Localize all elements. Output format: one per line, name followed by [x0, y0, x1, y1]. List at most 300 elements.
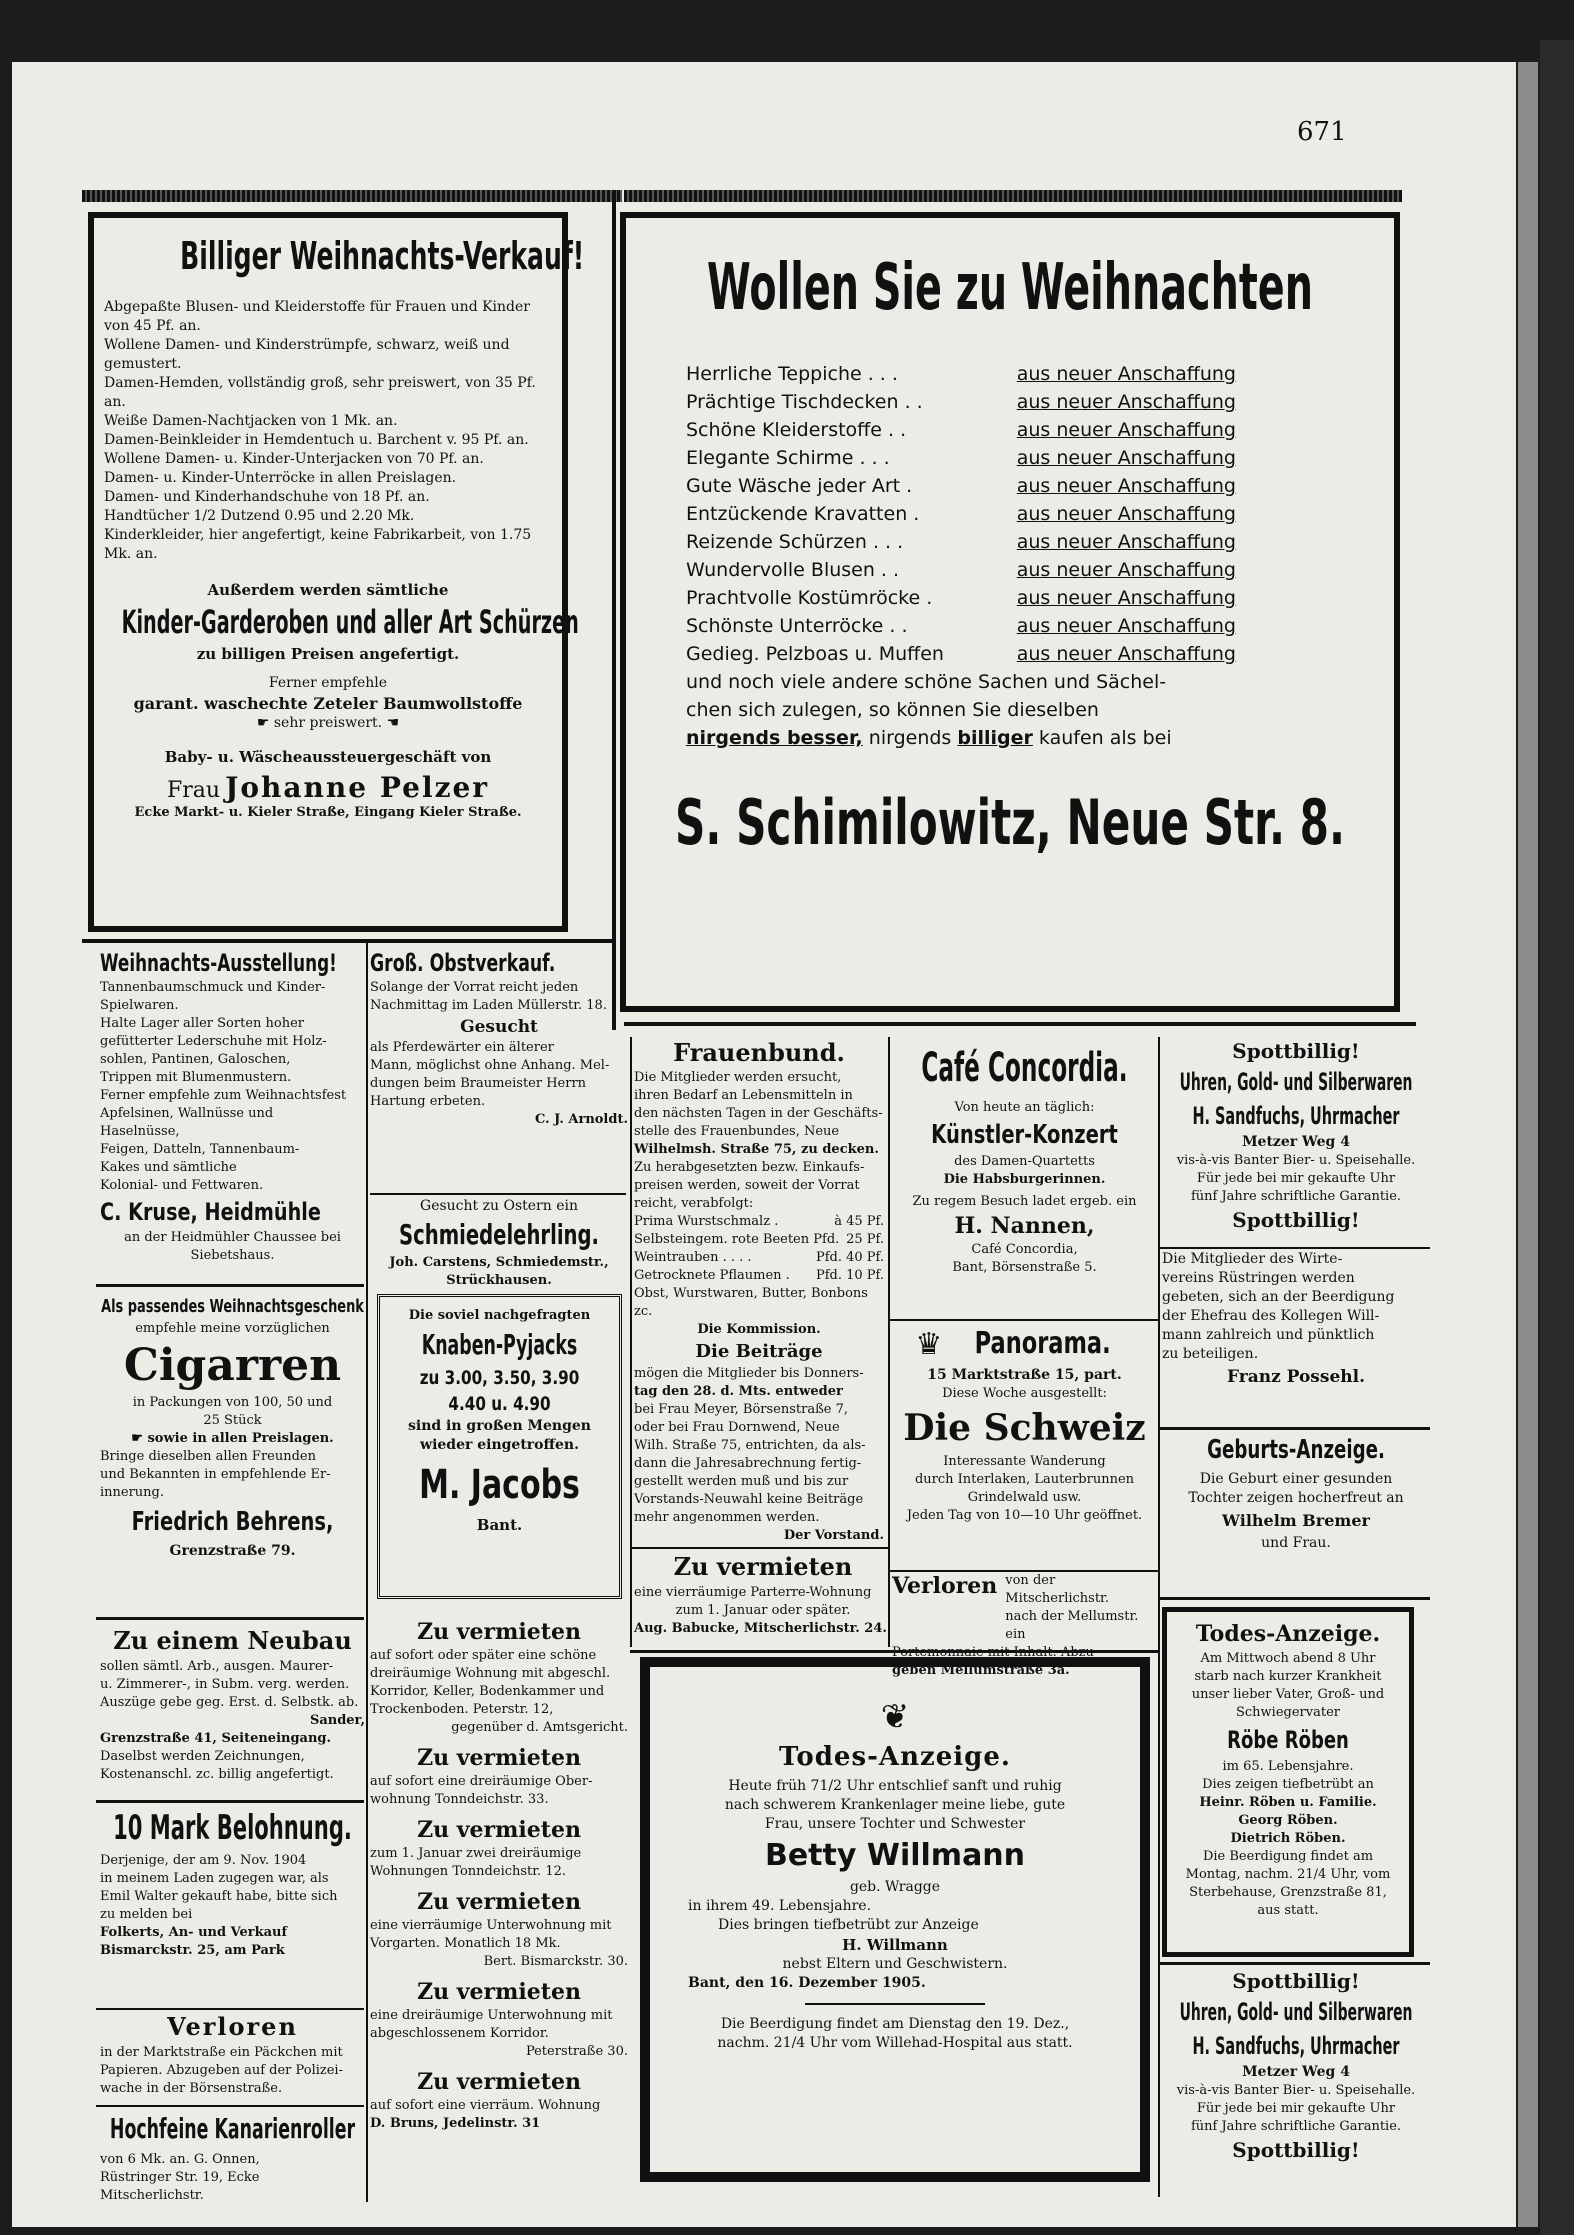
- ad-kanarienroller: [100, 2107, 365, 2202]
- list-item: gefütterter Lederschuhe mit Holz-: [100, 1034, 327, 1049]
- ad-text: aus statt.: [1257, 1903, 1319, 1918]
- ad-text: mann zahlreich und pünktlich: [1162, 1327, 1375, 1343]
- ad-headline: Künstler-Konzert: [931, 1120, 1118, 1150]
- ad-headline: Die Schweiz: [903, 1407, 1146, 1449]
- ad-text: D. Bruns, Jedelinstr. 31: [370, 2116, 541, 2131]
- ad-text: vereins Rüstringen werden: [1162, 1270, 1355, 1286]
- ad-text: in Packungen von 100, 50 und: [132, 1395, 333, 1410]
- ad-billiger-weihnachts-verkauf: [88, 212, 585, 932]
- ad-text: Zu regem Besuch ladet ergeb. ein: [912, 1194, 1137, 1209]
- ad-sandfuchs-top: [1162, 1037, 1430, 1247]
- ad-headline: Cigarren: [123, 1340, 342, 1391]
- ad-todes-anzeige-roeben: [1162, 1607, 1414, 1957]
- list-item: Damen- u. Kinder-Unterröcke in allen Preislagen.: [104, 470, 457, 486]
- ad-text: zu billigen Preisen angefertigt.: [196, 645, 460, 663]
- ad-signature: und Frau.: [1261, 1535, 1331, 1551]
- section-rule: [96, 1284, 364, 1287]
- ad-text: Die Beerdigung findet am Dienstag den 19. Dez.,: [720, 2016, 1070, 2032]
- ad-name: Betty Willmann: [764, 1838, 1026, 1873]
- ad-title: Panorama.: [974, 1326, 1111, 1361]
- ad-signature: Sander,: [309, 1713, 365, 1728]
- list-item: Weintrauben . . . . Pfd. 40 Pf.: [634, 1250, 884, 1265]
- ad-text: Dies zeigen tiefbetrübt an: [1202, 1777, 1374, 1792]
- ad-text: Die soviel nachgefragten: [408, 1308, 591, 1323]
- ad-signature: Franz Possehl.: [1226, 1367, 1366, 1387]
- column-rule: [630, 1037, 632, 1647]
- ad-signature: Georg Röben.: [1238, 1813, 1338, 1828]
- ad-headline: Uhren, Gold- und Silberwaren: [1179, 1068, 1413, 1096]
- ad-text: bei Frau Meyer, Börsenstraße 7,: [634, 1402, 848, 1417]
- ad-text: wohnung Tonndeichstr. 33.: [370, 1792, 549, 1807]
- ad-name: H. Nannen,: [954, 1213, 1095, 1239]
- ad-name: Röbe Röben: [1227, 1726, 1349, 1754]
- ad-text: Interessante Wanderung: [943, 1454, 1106, 1469]
- ad-text: mögen die Mitglieder bis Donners-: [634, 1366, 864, 1381]
- ad-text: Rüstringer Str. 19, Ecke Mitscherlichstr.: [100, 2170, 260, 2203]
- list-item: Reizende Schürzen . . . aus neuer Anschaffung: [686, 531, 1236, 553]
- ad-text: eine vierräumige Unterwohnung mit: [370, 1918, 612, 1933]
- ad-text: 25 Stück: [203, 1413, 262, 1428]
- ad-text: fünf Jahre schriftliche Garantie.: [1190, 2119, 1402, 2134]
- ad-title: Groß. Obstverkauf.: [370, 949, 556, 977]
- ad-headline: Kinder-Garderoben und aller Art Schürzen: [121, 603, 579, 641]
- list-item: Tannenbaumschmuck und Kinder-: [100, 980, 326, 995]
- list-item: Trippen mit Blumenmustern.: [100, 1070, 292, 1085]
- ad-obstverkauf: [370, 947, 628, 1192]
- section-rule: [96, 1800, 364, 1803]
- ad-text: u. Zimmerer-, in Subm. verg. werden.: [100, 1677, 350, 1692]
- ad-text: Zu herabgesetzten bezw. Einkaufs-: [634, 1160, 865, 1175]
- section-rule: [1160, 1597, 1430, 1600]
- crown-icon: ♛: [915, 1326, 943, 1362]
- ad-address: 15 Marktstraße 15, part.: [927, 1367, 1122, 1383]
- ad-text: Grindelwald usw.: [967, 1490, 1082, 1505]
- ad-vermieten: [370, 1815, 628, 1881]
- ad-text: in der Marktstraße ein Päckchen mit: [100, 2045, 343, 2060]
- ad-text: geben Mellumstraße 3a.: [892, 1663, 1070, 1678]
- ad-text: unser lieber Vater, Groß- und: [1191, 1687, 1385, 1702]
- ad-text: in meinem Laden zugegen war, als: [100, 1871, 329, 1886]
- ad-jacobs-knaben-pyjacks: [377, 1294, 622, 1599]
- ad-text: innerung.: [100, 1485, 165, 1500]
- section-rule: [624, 1022, 1416, 1026]
- ad-text: Schwiegervater: [1236, 1705, 1340, 1720]
- ad-headline: Schmiedelehrling.: [399, 1218, 599, 1251]
- ad-name: M. Jacobs: [419, 1462, 580, 1508]
- ad-address: Bant.: [476, 1516, 523, 1534]
- ad-schmiedelehrling: [370, 1197, 628, 1292]
- ad-address: Grenzstraße 79.: [169, 1543, 296, 1559]
- ad-text: Vorgarten. Monatlich 18 Mk.: [370, 1936, 561, 1951]
- ad-text: Die Habsburgerinnen.: [943, 1172, 1106, 1187]
- ad-text: durch Interlaken, Lauterbrunnen: [914, 1472, 1135, 1487]
- ad-text: Derjenige, der am 9. Nov. 1904: [100, 1853, 307, 1868]
- ad-title: Geburts-Anzeige.: [1207, 1435, 1385, 1465]
- ad-vermieten: [370, 1743, 628, 1809]
- ad-text: vis-à-vis Banter Bier- u. Speisehalle.: [1176, 2083, 1416, 2098]
- ad-text: in ihrem 49. Lebensjahre.: [688, 1898, 872, 1914]
- list-item: sohlen, Pantinen, Galoschen,: [100, 1052, 291, 1067]
- ad-text: als Pferdewärter ein älterer: [370, 1040, 554, 1055]
- list-item: Schöne Kleiderstoffe . . aus neuer Anschaffung: [686, 419, 1236, 441]
- ad-verloren-portemonnaie: [892, 1572, 1157, 1678]
- ad-address: Metzer Weg 4: [1242, 1134, 1350, 1150]
- ad-headline: Gesucht: [460, 1017, 538, 1037]
- ad-name: C. Kruse, Heidmühle: [100, 1198, 321, 1226]
- ad-cigarren: [100, 1294, 365, 1614]
- list-item: Elegante Schirme . . . aus neuer Anschaffung: [686, 447, 1236, 469]
- ad-text: Frau, unsere Tochter und Schwester: [764, 1816, 1026, 1832]
- ad-address: Bant, Börsenstraße 5.: [952, 1260, 1097, 1275]
- ad-text: Außerdem werden sämtliche: [207, 581, 449, 599]
- ad-cafe-concordia: [892, 1037, 1157, 1317]
- list-item: Wundervolle Blusen . . aus neuer Anschaffung: [686, 559, 1236, 581]
- list-item: Handtücher 1/2 Dutzend 0.95 und 2.20 Mk.: [104, 508, 415, 524]
- ad-prices: 4.40 u. 4.90: [448, 1393, 551, 1415]
- ad-text: Papieren. Abzugeben auf der Polizei-: [100, 2063, 343, 2078]
- ad-weihnachts-ausstellung: [100, 947, 365, 1277]
- ad-name: Johanne Pelzer: [225, 771, 490, 804]
- ad-text: Wilh. Straße 75, entrichten, da als-: [634, 1438, 866, 1453]
- ad-text: sind in großen Mengen: [408, 1418, 591, 1434]
- list-item: Herrliche Teppiche . . . aus neuer Anschaffung: [686, 363, 1236, 385]
- ad-text: preisen werden, soweit der Vorrat: [634, 1178, 860, 1193]
- ad-vermieten: [370, 1887, 628, 1971]
- section-rule: [630, 1547, 890, 1549]
- ad-signature: [104, 771, 552, 804]
- ad-text: nebst Eltern und Geschwistern.: [782, 1956, 1008, 1972]
- section-rule: [1160, 1247, 1430, 1249]
- ad-text: Von heute an täglich:: [954, 1100, 1095, 1115]
- ad-text: tag den 28. d. Mts. entweder: [634, 1384, 843, 1399]
- ad-text: Die Mitglieder werden ersucht,: [634, 1070, 842, 1085]
- ad-name: Friedrich Behrens,: [131, 1507, 334, 1537]
- ad-title: Zu vermieten: [673, 1552, 853, 1581]
- ad-text: Dies bringen tiefbetrübt zur Anzeige: [718, 1917, 979, 1933]
- ad-address: Grenzstraße 41, Seiteneingang.: [100, 1731, 332, 1746]
- ad-headline: Die Beiträge: [695, 1341, 823, 1362]
- ad-title: Café Concordia.: [921, 1045, 1128, 1091]
- pointing-hand-left-icon: ☚: [386, 715, 400, 731]
- ad-text: Die Mitglieder des Wirte-: [1162, 1251, 1343, 1267]
- ad-text: zu beteiligen.: [1162, 1346, 1259, 1362]
- ad-text: des Damen-Quartetts: [954, 1154, 1095, 1169]
- ad-title: Spottbillig!: [1232, 1969, 1360, 1993]
- ad-headline: Uhren, Gold- und Silberwaren: [1179, 1998, 1413, 2026]
- list-item: Halte Lager aller Sorten hoher: [100, 1016, 304, 1031]
- ad-text: Sterbehause, Grenzstraße 81,: [1189, 1885, 1387, 1900]
- list-item: Kolonial- und Fettwaren.: [100, 1178, 264, 1193]
- ad-text: starb nach kurzer Krankheit: [1194, 1669, 1382, 1684]
- ad-text: auf sofort oder später eine schöne: [370, 1648, 597, 1663]
- ad-title: Weihnachts-Ausstellung!: [100, 949, 337, 977]
- ad-title: Spottbillig!: [1232, 1039, 1360, 1063]
- ad-title: 10 Mark Belohnung.: [113, 1808, 352, 1848]
- ad-wollen-sie-zu-weihnachten: [620, 212, 1400, 1012]
- ad-text: im 65. Lebensjahre.: [1222, 1759, 1354, 1774]
- ad-text: reicht, verabfolgt:: [634, 1196, 754, 1211]
- ad-title: Frauenbund.: [673, 1038, 845, 1067]
- item-list: [104, 298, 552, 564]
- ad-text: Montag, nachm. 21/4 Uhr, vom: [1185, 1867, 1391, 1882]
- ad-signature: Heinr. Röben u. Familie.: [1199, 1795, 1377, 1810]
- book-edge: [1540, 40, 1574, 2235]
- ad-footer: an der Heidmühler Chaussee bei Siebetshaus.: [124, 1230, 341, 1263]
- ad-geburts-anzeige: [1162, 1430, 1430, 1595]
- list-item: Selbsteingem. rote Beeten Pfd. 25 Pf.: [634, 1232, 884, 1247]
- page-gutter: [1518, 62, 1538, 2227]
- ad-text: dreiräumige Wohnung mit abgeschl.: [370, 1666, 611, 1681]
- ad-todes-anzeige-willmann: [640, 1657, 1150, 2182]
- ad-signature: Joh. Carstens, Schmiedemstr., Strückhausen.: [389, 1255, 609, 1288]
- ad-text: und noch viele andere schöne Sachen und Sächel-: [686, 671, 1167, 693]
- list-item: Abgepaßte Blusen- und Kleiderstoffe für Frauen und Kinder von 45 Pf. an.: [104, 299, 530, 334]
- ad-text: vis-à-vis Banter Bier- u. Speisehalle.: [1176, 1153, 1416, 1168]
- ad-text: Heute früh 71/2 Uhr entschlief sanft und ruhig: [728, 1778, 1062, 1794]
- list-item: Gedieg. Pelzboas u. Muffen aus neuer Anschaffung: [686, 643, 1236, 665]
- ad-text: sollen sämtl. Arb., ausgen. Maurer-: [100, 1659, 334, 1674]
- list-item: Entzückende Kravatten . aus neuer Anschaffung: [686, 503, 1236, 525]
- section-rule: [1160, 1427, 1430, 1430]
- ad-title: Todes-Anzeige.: [779, 1742, 1011, 1772]
- ad-text: ihren Bedarf an Lebensmitteln in: [634, 1088, 853, 1103]
- ad-signature: Die Kommission.: [697, 1322, 821, 1337]
- column-rule: [624, 190, 1402, 202]
- column-rule: [612, 190, 616, 1030]
- ad-text: auf sofort eine vierräum. Wohnung: [370, 2098, 601, 2113]
- pointing-hand-icon: ☛: [131, 1431, 148, 1446]
- ad-text: Bert. Bismarckstr. 30.: [483, 1954, 628, 1969]
- ad-text: auf sofort eine dreiräumige Ober-: [370, 1774, 593, 1789]
- ad-text: und Bekannten in empfehlende Er-: [100, 1467, 331, 1482]
- ad-wirteverein: [1162, 1250, 1430, 1425]
- ad-title: Zu vermieten: [417, 1979, 581, 2005]
- ad-text: Die Beerdigung findet am: [1202, 1849, 1374, 1864]
- section-rule: [370, 1193, 626, 1195]
- ad-header: [892, 1322, 1157, 1366]
- ad-vermieten-parterre: [634, 1550, 892, 1650]
- ad-text: eine vierräumige Parterre-Wohnung: [634, 1585, 872, 1600]
- ad-vermieten-list: [370, 1617, 628, 2202]
- column-rule: [1158, 1037, 1160, 2197]
- ad-text: von der Mitscherlichstr.: [1005, 1573, 1109, 1606]
- ad-address: Bismarckstr. 25, am Park: [100, 1943, 285, 1958]
- ad-signature: C. J. Arnoldt.: [535, 1112, 628, 1127]
- ad-verloren: [100, 2010, 365, 2105]
- ad-text: eine dreiräumige Unterwohnung mit: [370, 2008, 613, 2023]
- ad-text: Baby- u. Wäscheaussteuergeschäft von: [164, 748, 492, 766]
- ad-text: gebeten, sich an der Beerdigung: [1162, 1289, 1395, 1305]
- section-rule: [82, 939, 612, 943]
- ad-text: empfehle meine vorzüglichen: [135, 1321, 330, 1336]
- wreath-icon: ❦: [880, 1697, 910, 1737]
- ad-text: zum 1. Januar zwei dreiräumige: [370, 1846, 582, 1861]
- ad-neubau: [100, 1624, 365, 1799]
- ad-frauenbund: [634, 1037, 884, 1542]
- ad-text: Am Mittwoch abend 8 Uhr: [1200, 1651, 1376, 1666]
- ad-text: Korridor, Keller, Bodenkammer und: [370, 1684, 605, 1699]
- list-item: Getrocknete Pflaumen . Pfd. 10 Pf.: [634, 1268, 884, 1283]
- ad-title: Zu vermieten: [417, 1889, 581, 1915]
- ad-text: Kostenanschl. zc. billig angefertigt.: [100, 1767, 334, 1782]
- ad-text: nach der Mellumstr. ein: [1005, 1609, 1139, 1642]
- section-rule: [96, 1617, 364, 1620]
- ad-vermieten: [370, 1977, 628, 2061]
- ad-text: Trockenboden. Peterstr. 12,: [370, 1702, 554, 1717]
- ad-date: Bant, den 16. Dezember 1905.: [688, 1975, 926, 1991]
- ad-signature: Folkerts, An- und Verkauf: [100, 1925, 288, 1940]
- ad-firm-name: S. Schimilowitz, Neue Str. 8.: [675, 786, 1345, 859]
- ad-title: Zu vermieten: [417, 2069, 581, 2095]
- ad-text: sehr preiswert.: [273, 715, 383, 731]
- section-rule: [890, 1319, 1158, 1321]
- ad-text: Bringe dieselben allen Freunden: [100, 1449, 316, 1464]
- list-item: Damen-Hemden, vollständig groß, sehr preiswert, von 35 Pf. an.: [104, 375, 536, 410]
- ad-address: Ecke Markt- u. Kieler Straße, Eingang Kieler Straße.: [134, 805, 522, 820]
- ad-text: stelle des Frauenbundes, Neue: [634, 1124, 840, 1139]
- ad-text: Hartung erbeten.: [370, 1094, 486, 1109]
- ad-text: Mann, möglichst ohne Anhang. Mel-: [370, 1058, 610, 1073]
- list-item: Prachtvolle Kostümröcke . aus neuer Anschaffung: [686, 587, 1236, 609]
- ad-title: Verloren: [892, 1573, 998, 1599]
- ad-text: Solange der Vorrat reicht jeden: [370, 980, 579, 995]
- ad-address: Metzer Weg 4: [1242, 2064, 1350, 2080]
- ad-title: Wollen Sie zu Weihnachten: [707, 251, 1313, 325]
- ad-name: H. Sandfuchs, Uhrmacher: [1192, 1102, 1400, 1130]
- ad-title: Zu einem Neubau: [113, 1626, 352, 1655]
- section-rule: [96, 2105, 364, 2107]
- ad-text: gestellt werden muß und bis zur: [634, 1474, 849, 1489]
- ad-text: den nächsten Tagen in der Geschäfts-: [634, 1106, 883, 1121]
- ad-text: dann die Jahresabrechnung fertig-: [634, 1456, 862, 1471]
- ad-signature: Aug. Babucke, Mitscherlichstr. 24.: [634, 1621, 887, 1636]
- ad-vermieten: [370, 1617, 628, 1737]
- list-item: Apfelsinen, Wallnüsse und: [100, 1106, 274, 1121]
- ad-text: nachm. 21/4 Uhr vom Willehad-Hospital aus statt.: [717, 2035, 1073, 2051]
- ad-text: Diese Woche ausgestellt:: [942, 1386, 1107, 1401]
- ad-text: Ferner empfehle: [268, 675, 388, 691]
- ad-text: geb. Wragge: [849, 1879, 941, 1895]
- ad-title: Verloren: [167, 2012, 298, 2041]
- ad-text: Jeden Tag von 10—10 Uhr geöffnet.: [906, 1508, 1143, 1523]
- newspaper-page: [12, 62, 1516, 2227]
- section-rule: [630, 1650, 1158, 1653]
- ad-text: ☛ sowie in allen Preislagen.: [131, 1431, 334, 1446]
- list-item: Prächtige Tischdecken . . aus neuer Anschaffung: [686, 391, 1236, 413]
- list-item: Schönste Unterröcke . . aus neuer Anschaffung: [686, 615, 1236, 637]
- ad-name: Wilhelm Bremer: [1222, 1511, 1370, 1530]
- ad-text: Daselbst werden Zeichnungen,: [100, 1749, 305, 1764]
- ad-footer: Spottbillig!: [1232, 1208, 1360, 1232]
- ad-text: dungen beim Braumeister Herrn: [370, 1076, 587, 1091]
- ad-title: Als passendes Weihnachtsgeschenk: [101, 1296, 364, 1317]
- ad-address: Café Concordia,: [971, 1242, 1078, 1257]
- ad-text: zu melden bei: [100, 1907, 193, 1922]
- list-item: Prima Wurstschmalz . à 45 Pf.: [634, 1214, 884, 1229]
- pointing-hand-icon: ☛: [256, 715, 274, 731]
- ad-footer: Spottbillig!: [1232, 2138, 1360, 2162]
- list-item: Kakes und sämtliche: [100, 1160, 237, 1175]
- column-rule: [82, 190, 622, 202]
- ad-text: gegenüber d. Amtsgericht.: [451, 1720, 628, 1735]
- ad-text: garant. waschechte Zeteler Baumwollstoffe: [133, 694, 523, 713]
- ad-header: [892, 1572, 1157, 1644]
- ad-name: H. Sandfuchs, Uhrmacher: [1192, 2032, 1400, 2060]
- ad-signature: Dietrich Röben.: [1230, 1831, 1346, 1846]
- ad-text: oder bei Frau Dornwend, Neue: [634, 1420, 840, 1435]
- list-item: Weiße Damen-Nachtjacken von 1 Mk. an.: [104, 413, 398, 429]
- ad-headline: Knaben-Pyjacks: [421, 1328, 578, 1361]
- ad-title: Zu vermieten: [417, 1745, 581, 1771]
- section-rule: [96, 2008, 364, 2010]
- ad-text: Gesucht zu Ostern ein: [420, 1198, 578, 1214]
- ad-text: Vorstands-Neuwahl keine Beiträge: [634, 1492, 864, 1507]
- list-item: Haselnüsse,: [100, 1124, 180, 1139]
- ad-sandfuchs-bottom: [1162, 1967, 1430, 2192]
- ad-title: Billiger Weihnachts-Verkauf!: [180, 234, 585, 278]
- ad-text: Die Geburt einer gesunden: [1199, 1471, 1393, 1487]
- list-item: Feigen, Datteln, Tannenbaum-: [100, 1142, 300, 1157]
- ad-prices: zu 3.00, 3.50, 3.90: [419, 1367, 580, 1389]
- list-item: Damen-Beinkleider in Hemdentuch u. Barchent v. 95 Pf. an.: [104, 432, 529, 448]
- divider: [805, 2003, 985, 2005]
- ad-text: nirgends besser, nirgends billiger kaufen als bei: [686, 727, 1172, 749]
- ad-text: abgeschlossenem Korridor.: [370, 2026, 549, 2041]
- column-rule: [366, 942, 368, 2202]
- ad-text: chen sich zulegen, so können Sie dieselben: [686, 699, 1099, 721]
- ad-text: zum 1. Januar oder später.: [675, 1603, 851, 1618]
- ad-text: Emil Walter gekauft habe, bitte sich: [100, 1889, 338, 1904]
- ad-title: Zu vermieten: [417, 1619, 581, 1645]
- ad-title: Zu vermieten: [417, 1817, 581, 1843]
- list-item: Damen- und Kinderhandschuhe von 18 Pf. an.: [104, 489, 430, 505]
- ad-text: wieder eingetroffen.: [420, 1437, 579, 1453]
- ad-text: nach schwerem Krankenlager meine liebe, gute: [724, 1797, 1066, 1813]
- ad-text: [104, 714, 552, 733]
- list-item: Gute Wäsche jeder Art . aus neuer Anschaffung: [686, 475, 1236, 497]
- ad-panorama: [892, 1322, 1157, 1572]
- ad-text: Tochter zeigen hocherfreut an: [1188, 1490, 1404, 1506]
- ad-signature: Der Vorstand.: [783, 1528, 884, 1543]
- page-number: 671: [1297, 117, 1347, 147]
- ad-text: mehr angenommen werden.: [634, 1510, 820, 1525]
- list-item: Ferner empfehle zum Weihnachtsfest: [100, 1088, 347, 1103]
- ad-text: der Ehefrau des Kollegen Will-: [1162, 1308, 1380, 1324]
- list-item: Kinderkleider, hier angefertigt, keine Fabrikarbeit, von 1.75 Mk. an.: [104, 527, 532, 562]
- ad-signature: H. Willmann: [842, 1936, 948, 1954]
- ad-text: Für jede bei mir gekaufte Uhr: [1196, 2101, 1396, 2116]
- ad-text: Peterstraße 30.: [525, 2044, 628, 2059]
- ad-text: Auszüge gebe geg. Erst. d. Selbstk. ab.: [100, 1695, 359, 1710]
- ad-belohnung: [100, 1804, 365, 2014]
- ad-vermieten: [370, 2067, 628, 2133]
- list-item: Wollene Damen- und Kinderstrümpfe, schwarz, weiß und gemustert.: [104, 337, 510, 372]
- list-item: Spielwaren.: [100, 998, 179, 1013]
- ad-text: Wilhelmsh. Straße 75, zu decken.: [634, 1142, 879, 1157]
- ad-text: wache in der Börsenstraße.: [100, 2081, 283, 2096]
- ad-text: Für jede bei mir gekaufte Uhr: [1196, 1171, 1396, 1186]
- list-item: Wollene Damen- u. Kinder-Unterjacken von 70 Pf. an.: [104, 451, 484, 467]
- ad-title: Hochfeine Kanarienroller: [109, 2112, 356, 2145]
- ad-text: von 6 Mk. an. G. Onnen,: [100, 2152, 260, 2167]
- ad-text: Obst, Wurstwaren, Butter, Bonbons zc.: [634, 1286, 868, 1319]
- ad-text: Frau: [166, 778, 221, 803]
- ad-title: Todes-Anzeige.: [1195, 1621, 1381, 1647]
- column-rule: [888, 1037, 890, 1647]
- ad-text: Wohnungen Tonndeichstr. 12.: [370, 1864, 566, 1879]
- section-rule: [890, 1570, 1158, 1572]
- ad-text: fünf Jahre schriftliche Garantie.: [1190, 1189, 1402, 1204]
